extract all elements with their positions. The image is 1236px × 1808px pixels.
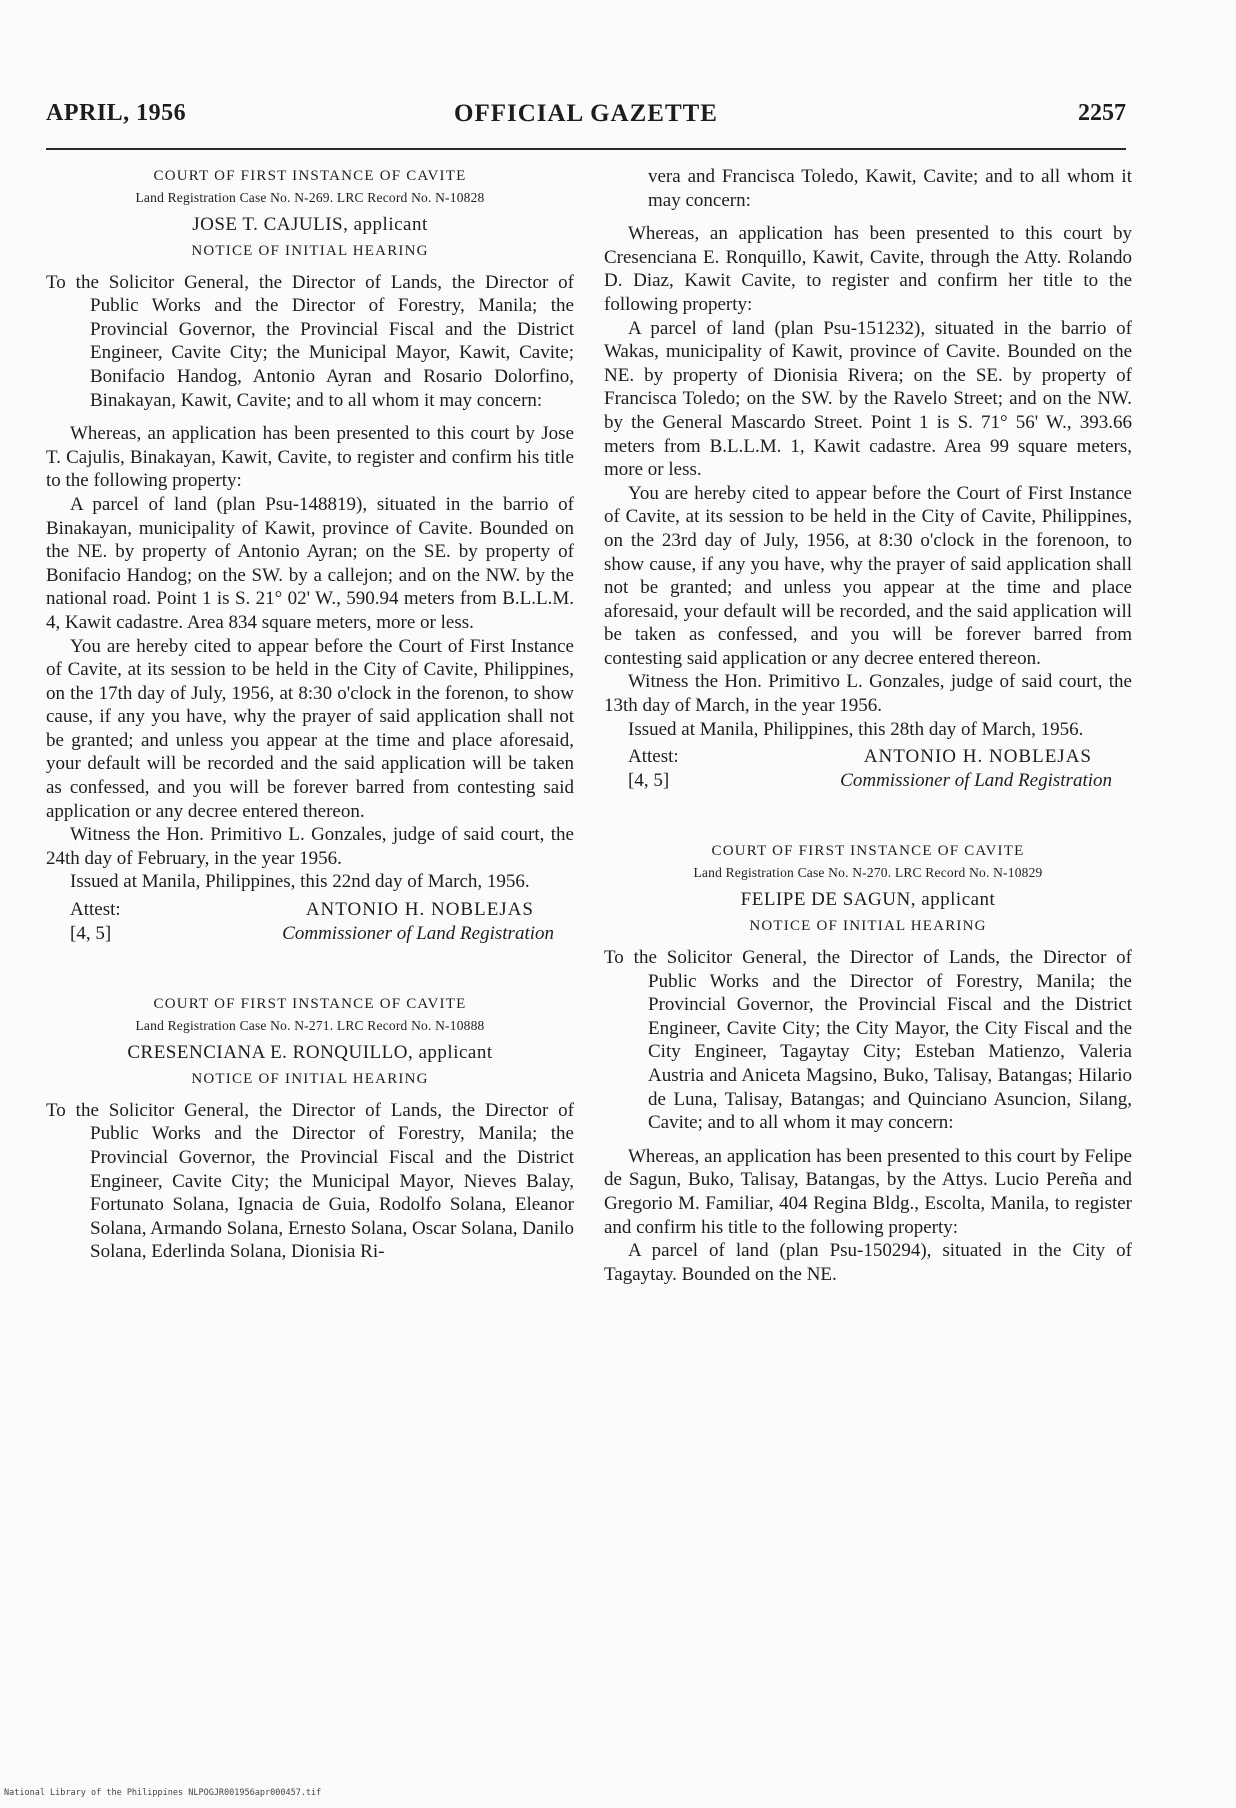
left-column (46, 165, 574, 1264)
attest-label: Attest: (628, 746, 679, 768)
property-paragraph: A parcel of land (plan Psu-151232), situated in the barrio of Wakas, municipality of Kawit, province of Cavite. Bounded on the NE. by property of Dionisia Rivera; on the SE. by property of Francisca Toledo; on the SW. by the Ravelo Street; and on the NW. by the General Mascardo Street. Point 1 is S. 71° 56' W., 393.66 meters from B.L.L.M. 1, Kawit cadastre. Area 99 square meters, more or less. (604, 317, 1132, 481)
issued-paragraph: Issued at Manila, Philippines, this 28th day of March, 1956. (628, 718, 1084, 740)
witness-paragraph: Witness the Hon. Primitivo L. Gonzales, judge of said court, the 24th day of February, in the year 1956. (46, 824, 574, 869)
notice-ronquillo (46, 993, 574, 1264)
signer-name: ANTONIO H. NOBLEJAS (863, 746, 1092, 768)
applicant-name: CRESENCIANA E. RONQUILLO, applicant (127, 1042, 493, 1064)
header-rule (46, 148, 1126, 150)
addressees: To the Solicitor General, the Director of Lands, the Director of Public Works and the Director of Forestry, Manila; the Provincial Governor, the Provincial Fiscal and the District Engineer, Cavite City; the Municipal Mayor, Kawit, Cavite; Bonifacio Handog, Antonio Ayran and Rosario Dolorfino, Binakayan, Kawit, Cavite; and to all whom it may concern: (46, 271, 574, 411)
issue-reference: [4, 5] (70, 922, 112, 944)
notice-title: NOTICE OF INITIAL HEARING (749, 918, 987, 935)
header-page-number: 2257 (1078, 100, 1126, 126)
header-title: OFFICIAL GAZETTE (454, 100, 718, 127)
application-paragraph: Whereas, an application has been presented to this court by Jose T. Cajulis, Binakayan, Kawit, Cavite, to register and confirm his title to the following property: (46, 423, 574, 492)
section-gap (604, 792, 1132, 840)
addressees: To the Solicitor General, the Director of Lands, the Director of Public Works and the Director of Forestry, Manila; the Provincial Governor, the Provincial Fiscal and the District Engineer, Cavite City; the City Mayor, the City Fiscal and the City Engineer, Tagaytay City; Esteban Matienzo, Valeria Austria and Aniceta Magsino, Buko, Talisay, Batangas; Hilario de Luna, Talisay, Batangas; and Quinciano Asuncion, Silang, Cavite; and to all whom it may concern: (604, 947, 1132, 1134)
case-number: Land Registration Case No. N-271. LRC Record No. N-10888 (135, 1018, 485, 1034)
applicant-name: JOSE T. CAJULIS, applicant (192, 214, 428, 235)
notice-title: NOTICE OF INITIAL HEARING (191, 1070, 429, 1087)
signer-title: Commissioner of Land Registration (282, 922, 554, 944)
citation-paragraph: You are hereby cited to appear before the Court of First Instance of Cavite, at its session to be held in the City of Cavite, Philippines, on the 17th day of July, 1956, at 8:30 o'clock in the forenon, to show cause, if any you have, why the prayer of said application shall not be granted; and unless you appear at the time and place aforesaid, your default will be recorded and the said application will be taken as confessed, and you will be forever barred from contesting said application or any decree entered thereon. (46, 635, 574, 822)
attest-line (604, 745, 1132, 769)
property-paragraph: A parcel of land (plan Psu-150294), situated in the City of Tagaytay. Bounded on the NE. (604, 1240, 1132, 1285)
page-header (46, 100, 1126, 136)
signer-title-line (604, 769, 1132, 793)
application-paragraph: Whereas, an application has been presented to this court by Cresenciana E. Ronquillo, Kawit, Cavite, through the Atty. Rolando D. Diaz, Kawit Cavite, to register and confirm her title to the following property: (604, 223, 1132, 315)
addressees-continued: vera and Francisca Toledo, Kawit, Cavite; and to all whom it may concern: (648, 166, 1132, 211)
issue-reference: [4, 5] (628, 769, 670, 791)
witness-paragraph: Witness the Hon. Primitivo L. Gonzales, judge of said court, the 13th day of March, in the year 1956. (604, 671, 1132, 717)
court-heading: COURT OF FIRST INSTANCE OF CAVITE (153, 168, 467, 184)
applicant-name: FELIPE DE SAGUN, applicant (740, 889, 996, 911)
notice-title: NOTICE OF INITIAL HEARING (191, 242, 429, 259)
signer-title: Commissioner of Land Registration (840, 769, 1112, 791)
attest-label: Attest: (70, 899, 121, 921)
right-column (604, 165, 1132, 1286)
property-paragraph: A parcel of land (plan Psu-148819), situated in the barrio of Binakayan, municipality of Kawit, province of Cavite. Bounded on the NE. by property of Antonio Ayran; on the SE. by property of Bonifacio Handog; on the SW. by a callejon; and on the NW. by the national road. Point 1 is S. 21° 02' W., 590.94 meters from B.L.L.M. 4, Kawit cadastre. Area 834 square meters, more or less. (46, 493, 574, 633)
scan-footer: National Library of the Philippines NLPOGJR001956apr000457.tif (4, 1788, 322, 1798)
signer-title-line (46, 922, 574, 946)
addressees: To the Solicitor General, the Director of Lands, the Director of Public Works and the Director of Forestry, Manila; the Provincial Governor, the Provincial Fiscal and the District Engineer, Cavite City; the Municipal Mayor, Nieves Balay, Fortunato Solana, Ignacia de Guia, Rodolfo Solana, Eleanor Solana, Armando Solana, Ernesto Solana, Oscar Solana, Danilo Solana, Ederlinda Solana, Dionisia Ri- (46, 1099, 574, 1263)
issued-paragraph: Issued at Manila, Philippines, this 22nd day of March, 1956. (70, 871, 530, 893)
attest-line (46, 898, 574, 922)
citation-paragraph: You are hereby cited to appear before the Court of First Instance of Cavite, at its session to be held in the City of Cavite, Philippines, on the 23rd day of July, 1956, at 8:30 o'clock in the forenoon, to show cause, if any you have, why the prayer of said application shall not be granted; and unless you appear at the time and place aforesaid, your default will be recorded, and the said application will be taken as confessed, and you will be forever barred from contesting said application or any decree entered thereon. (604, 482, 1132, 669)
signer-name: ANTONIO H. NOBLEJAS (305, 899, 534, 921)
header-date: APRIL, 1956 (46, 100, 187, 126)
case-number: Land Registration Case No. N-269. LRC Record No. N-10828 (135, 190, 485, 205)
court-heading: COURT OF FIRST INSTANCE OF CAVITE (153, 996, 467, 1013)
notice-cajulis (46, 165, 574, 945)
notice-de-sagun (604, 840, 1132, 1286)
case-number: Land Registration Case No. N-270. LRC Record No. N-10829 (693, 865, 1043, 881)
court-heading: COURT OF FIRST INSTANCE OF CAVITE (711, 843, 1025, 860)
notice-ronquillo-continued (604, 165, 1132, 792)
application-paragraph: Whereas, an application has been presented to this court by Felipe de Sagun, Buko, Talisay, Batangas, by the Attys. Lucio Pereña and Gregorio M. Familiar, 404 Regina Bldg., Escolta, Manila, to register and confirm his title to the following property: (604, 1145, 1132, 1238)
section-gap (46, 945, 574, 993)
